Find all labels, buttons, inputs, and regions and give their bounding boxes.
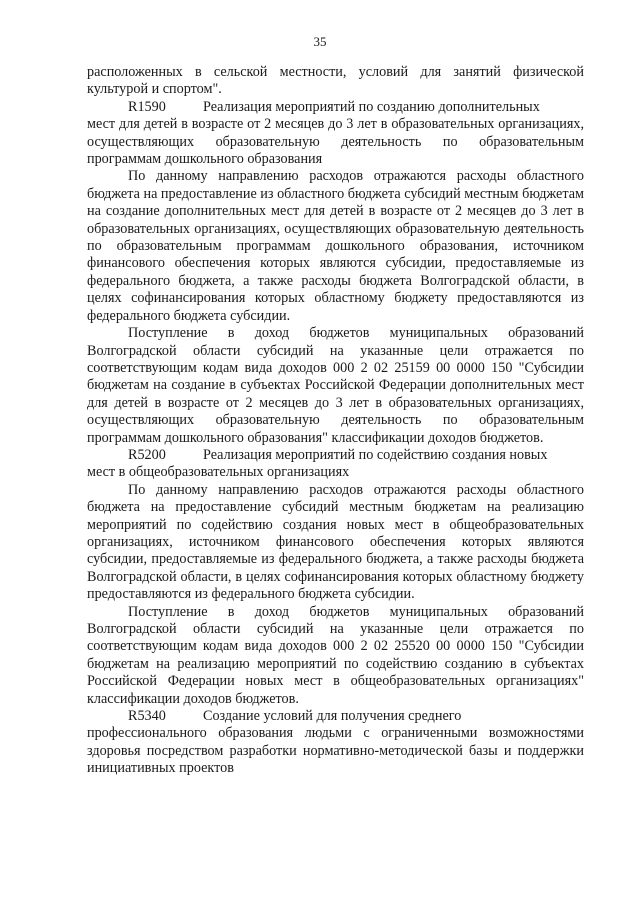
document-body (87, 64, 584, 778)
expense-code-title: Реализация мероприятий по созданию дополнительных (203, 98, 540, 115)
expense-code-title-continued: профессионального образования людьми с ограниченными возможностями здоровья посредством разработки нормативно-методической базы и поддержки инициативных проектов (87, 725, 584, 777)
paragraph-body: По данному направлению расходов отражаются расходы областного бюджета на предоставление субсидий местным бюджетам на реализацию мероприятий по содействию создания новых мест в общеобразовательных организациях, источником финансового обеспечения которых являются субсидии, предоставляемые из федерального бюджета, а также расходы бюджета Волгоградской области, в целях софинансирования которых областному бюджету предоставляются из федерального бюджета субсидии. (87, 481, 584, 603)
expense-code: R5340 (128, 708, 166, 725)
expense-code-section-r1590 (87, 99, 584, 169)
paragraph-continuation: расположенных в сельской местности, условий для занятий физической культурой и спортом". (87, 64, 584, 98)
expense-code-section-r5340 (87, 708, 584, 778)
expense-code-title-continued: мест для детей в возрасте от 2 месяцев до 3 лет в образовательных организациях, осуществляющих образовательную деятельность по образовательным программам дошкольного образования (87, 116, 584, 168)
paragraph-body: По данному направлению расходов отражаются расходы областного бюджета на предоставление из областного бюджета субсидий местным бюджетам на создание дополнительных мест для детей в возрасте от 2 месяцев до 3 лет в образовательных организациях, осуществляющих образовательную деятельность по образовательным программам дошкольного образования, источником финансового обеспечения которых являются субсидии, предоставляемые из федерального бюджета, а также расходы бюджета Волгоградской области, в целях софинансирования которых областному бюджету предоставляются из федерального бюджета субсидии. (87, 168, 584, 324)
paragraph-body: Поступление в доход бюджетов муниципальных образований Волгоградской области субсидий на указанные цели отражается по соответствующим кодам вида доходов 000 2 02 25159 00 0000 150 "Субсидии бюджетам на создание в субъектах Российской Федерации дополнительных мест для детей в возрасте от 2 месяцев до 3 лет в образовательных организациях, осуществляющих образовательную деятельность по образовательным программам дошкольного образования" классификации доходов бюджетов. (87, 325, 584, 446)
expense-code-section-r5200 (87, 447, 584, 482)
expense-code-title: Создание условий для получения среднего (203, 708, 462, 725)
expense-code-title: Реализация мероприятий по содействию создания новых (203, 446, 548, 463)
expense-code: R1590 (128, 98, 166, 115)
page-number: 35 (313, 34, 327, 49)
expense-code: R5200 (128, 446, 166, 463)
expense-code-title-continued: мест в общеобразовательных организациях (87, 464, 350, 481)
paragraph-body: Поступление в доход бюджетов муниципальных образований Волгоградской области субсидий на указанные цели отражается по соответствующим кодам вида доходов 000 2 02 25520 00 0000 150 "Субсидии бюджетам на реализацию мероприятий по содействию созданию в субъектах Российской Федерации новых мест в общеобразовательных организациях" классификации доходов бюджетов. (87, 603, 584, 707)
